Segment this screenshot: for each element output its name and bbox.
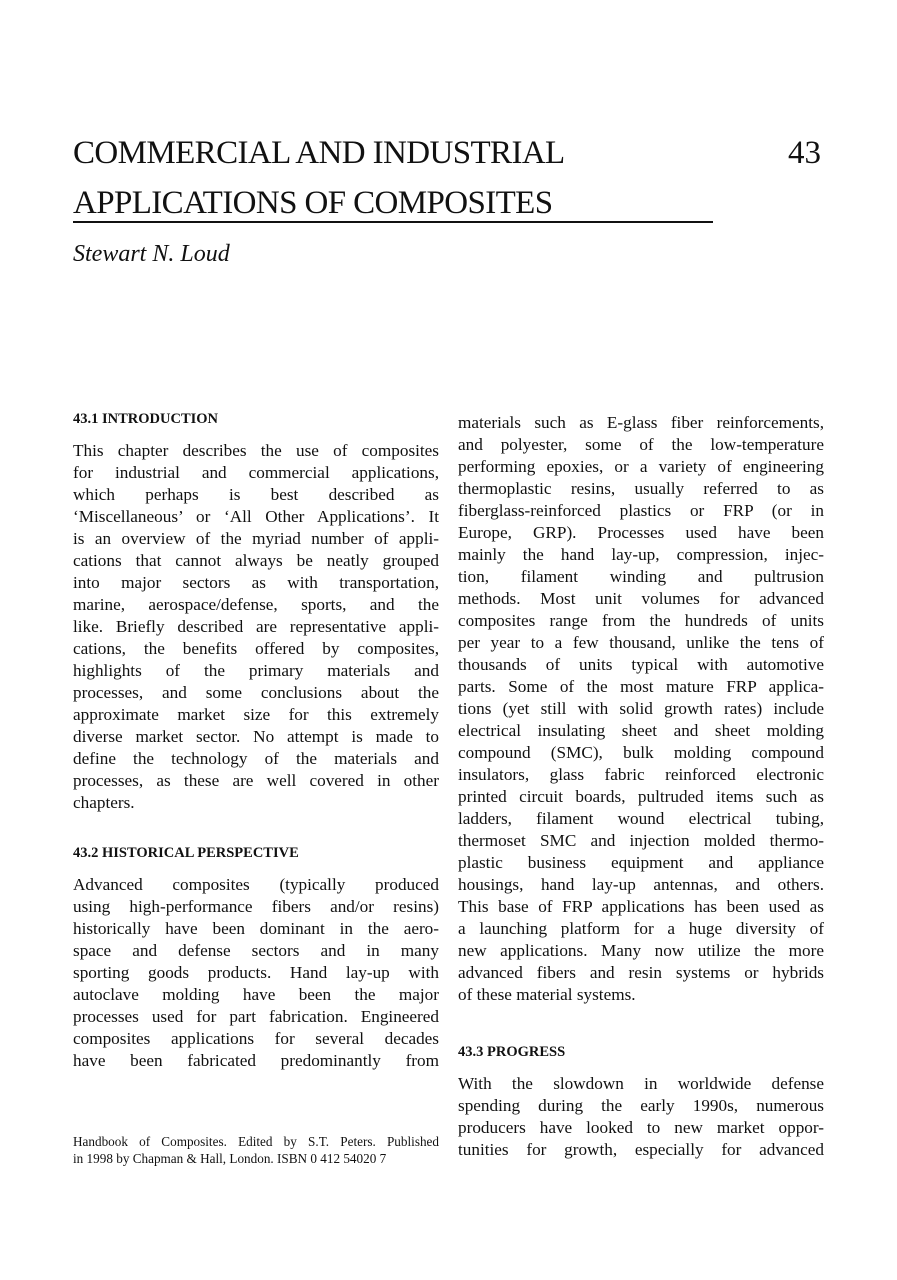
publication-footnote <box>73 1133 439 1167</box>
text-line: of these material systems. <box>458 985 636 1004</box>
text-line: approximate market size for this extremely <box>73 705 439 724</box>
text-line: ladders, filament wound electrical tubing, <box>458 809 824 828</box>
title-divider <box>73 221 713 223</box>
chapter-number: 43 <box>788 135 821 171</box>
text-line: for industrial and commercial applications, <box>73 463 439 482</box>
text-line: With the slowdown in worldwide defense <box>458 1074 824 1093</box>
chapter-title-line: APPLICATIONS OF COMPOSITES <box>73 185 553 221</box>
text-line: cations, the benefits offered by composites, <box>73 639 439 658</box>
text-line: diverse market sector. No attempt is made to <box>73 727 439 746</box>
section-heading-introduction: 43.1 INTRODUCTION <box>73 411 219 427</box>
text-line: processes, as these are well covered in other <box>73 771 439 790</box>
right-column <box>458 412 824 1161</box>
text-line: tunities for growth, especially for advanced <box>458 1140 824 1159</box>
text-line: cations that cannot always be neatly grouped <box>73 551 439 570</box>
text-line: new applications. Many now utilize the more <box>458 941 824 960</box>
text-line: space and defense sectors and in many <box>73 941 439 960</box>
text-line: which perhaps is best described as <box>73 485 439 504</box>
text-line: define the technology of the materials and <box>73 749 439 768</box>
text-line: mainly the hand lay-up, compression, injec- <box>458 545 824 564</box>
text-line: composites range from the hundreds of units <box>458 611 824 630</box>
section-heading-progress: 43.3 PROGRESS <box>458 1044 566 1060</box>
text-line: thermoplastic resins, usually referred to as <box>458 479 824 498</box>
text-line: insulators, glass fabric reinforced electronic <box>458 765 824 784</box>
text-line: into major sectors as with transportation, <box>73 573 439 592</box>
author-name: Stewart N. Loud <box>73 241 230 267</box>
section-heading-historical: 43.2 HISTORICAL PERSPECTIVE <box>73 845 299 861</box>
text-line: processes used for part fabrication. Engineered <box>73 1007 439 1026</box>
text-line: chapters. <box>73 793 135 812</box>
text-line: ‘Miscellaneous’ or ‘All Other Applications’. It <box>73 507 439 526</box>
text-line: This chapter describes the use of composites <box>73 441 439 460</box>
text-line: producers have looked to new market oppor- <box>458 1118 824 1137</box>
footnote-line: Handbook of Composites. Edited by S.T. Peters. Published <box>73 1134 439 1149</box>
text-line: thousands of units typical with automotive <box>458 655 824 674</box>
text-line: per year to a few thousand, unlike the tens of <box>458 633 824 652</box>
text-line: historically have been dominant in the aero- <box>73 919 439 938</box>
text-line: composites applications for several decades <box>73 1029 439 1048</box>
text-line: have been fabricated predominantly from <box>73 1051 439 1070</box>
text-line: printed circuit boards, pultruded items such as <box>458 787 824 806</box>
text-line: electrical insulating sheet and sheet molding <box>458 721 824 740</box>
text-line: like. Briefly described are representative appli- <box>73 617 439 636</box>
footnote-line: in 1998 by Chapman & Hall, London. ISBN 0 412 54020 7 <box>73 1151 387 1166</box>
text-line: thermoset SMC and injection molded thermo- <box>458 831 824 850</box>
left-column <box>73 410 439 1072</box>
progress-paragraph <box>458 1073 824 1161</box>
text-line: materials such as E-glass fiber reinforcements, <box>458 413 824 432</box>
text-line: tions (yet still with solid growth rates) include <box>458 699 824 718</box>
text-line: marine, aerospace/defense, sports, and the <box>73 595 439 614</box>
text-line: tion, filament winding and pultrusion <box>458 567 824 586</box>
chapter-title-line: COMMERCIAL AND INDUSTRIAL <box>73 135 565 171</box>
text-line: highlights of the primary materials and <box>73 661 439 680</box>
text-line: methods. Most unit volumes for advanced <box>458 589 824 608</box>
introduction-paragraph <box>73 440 439 814</box>
chapter-title <box>73 128 713 228</box>
text-line: Europe, GRP). Processes used have been <box>458 523 824 542</box>
text-line: plastic business equipment and appliance <box>458 853 824 872</box>
text-line: spending during the early 1990s, numerous <box>458 1096 824 1115</box>
historical-paragraph-continued <box>458 412 824 1006</box>
text-line: sporting goods products. Hand lay-up with <box>73 963 439 982</box>
text-line: performing epoxies, or a variety of engineering <box>458 457 824 476</box>
text-line: using high-performance fibers and/or resins) <box>73 897 439 916</box>
text-line: a launching platform for a huge diversity of <box>458 919 824 938</box>
text-line: is an overview of the myriad number of appli- <box>73 529 439 548</box>
text-line: parts. Some of the most mature FRP applica- <box>458 677 824 696</box>
text-line: housings, hand lay-up antennas, and others. <box>458 875 824 894</box>
text-line: processes, and some conclusions about the <box>73 683 439 702</box>
text-line: advanced fibers and resin systems or hybrids <box>458 963 824 982</box>
text-line: and polyester, some of the low-temperature <box>458 435 824 454</box>
text-line: Advanced composites (typically produced <box>73 875 439 894</box>
text-line: This base of FRP applications has been used as <box>458 897 824 916</box>
text-line: autoclave molding have been the major <box>73 985 439 1004</box>
text-line: fiberglass-reinforced plastics or FRP (or in <box>458 501 824 520</box>
historical-paragraph <box>73 874 439 1072</box>
text-line: compound (SMC), bulk molding compound <box>458 743 824 762</box>
